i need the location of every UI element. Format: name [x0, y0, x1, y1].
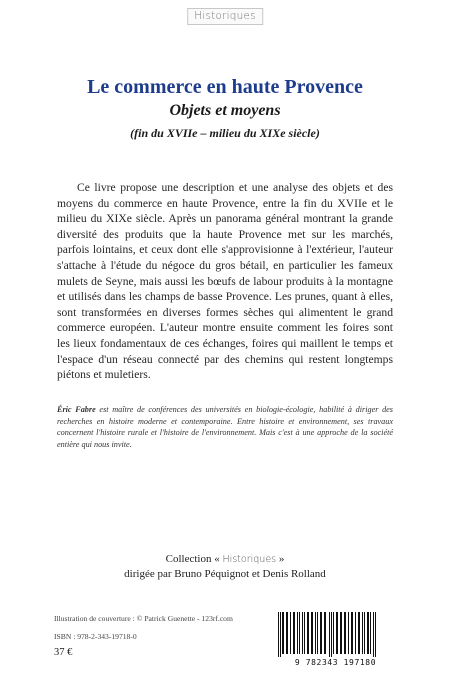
author-name: Éric Fabre [57, 405, 96, 414]
collection-series: Historiques [222, 554, 277, 565]
collection-directors: dirigée par Bruno Péquignot et Denis Rolland [124, 568, 326, 580]
collection-suffix: » [278, 553, 285, 565]
series-logo: Historiques [187, 8, 263, 25]
price: 37 € [54, 647, 73, 658]
isbn: ISBN : 978-2-343-19718-0 [54, 632, 137, 641]
barcode [270, 611, 401, 669]
author-bio [57, 404, 393, 450]
book-description: Ce livre propose une description et une analyse des objets et des moyens du commerce en haute Provence, entre la fin du XVIIe et le milieu du XIXe siècle. Après un panorama général montrant la grande diversité des produits que la haute Provence met sur les marchés, parfois lointains, et ceux dont elle s'approvisionne à l'extérieur, l'auteur s'attache à l'étude du négoce du gros bétail, en particulier les fameux mulets de Seyne, mais aussi les bœufs de labour produits à la montagne et utilisés dans les champs de basse Provence. Les prunes, quant à elles, sont transformées en diverses formes sèches qui alimentent le grand commerce européen. L'auteur montre ensuite comment les foires sont les lieux fondamentaux de ces échanges, foires qui maillent le temps et l'espace d'un réseau connecté par des chemins qui restent longtemps piétons et muletiers. [57, 181, 393, 382]
book-subtitle: Objets et moyens [169, 102, 281, 119]
illustration-credit: Illustration de couverture : © Patrick Guenette - 123rf.com [54, 614, 233, 623]
book-title: Le commerce en haute Provence [87, 76, 363, 98]
collection-info [0, 552, 450, 581]
barcode-digits: 9 782343 197180 [294, 658, 377, 667]
author-bio-text: est maître de conférences des universités en biologie-écologie, habilité à diriger des recherches en histoire moderne et contemporaine. Entre histoire et environnement, ses travaux concernent l'histoire rurale et l'histoire de l'environnement. Mais c'est à une approche de la société entière qui nous invite. [57, 405, 393, 449]
collection-prefix: Collection « [165, 553, 220, 565]
barcode-bars [270, 611, 401, 657]
book-period: (fin du XVIIe – milieu du XIXe siècle) [130, 126, 320, 140]
collection-line [0, 552, 450, 567]
